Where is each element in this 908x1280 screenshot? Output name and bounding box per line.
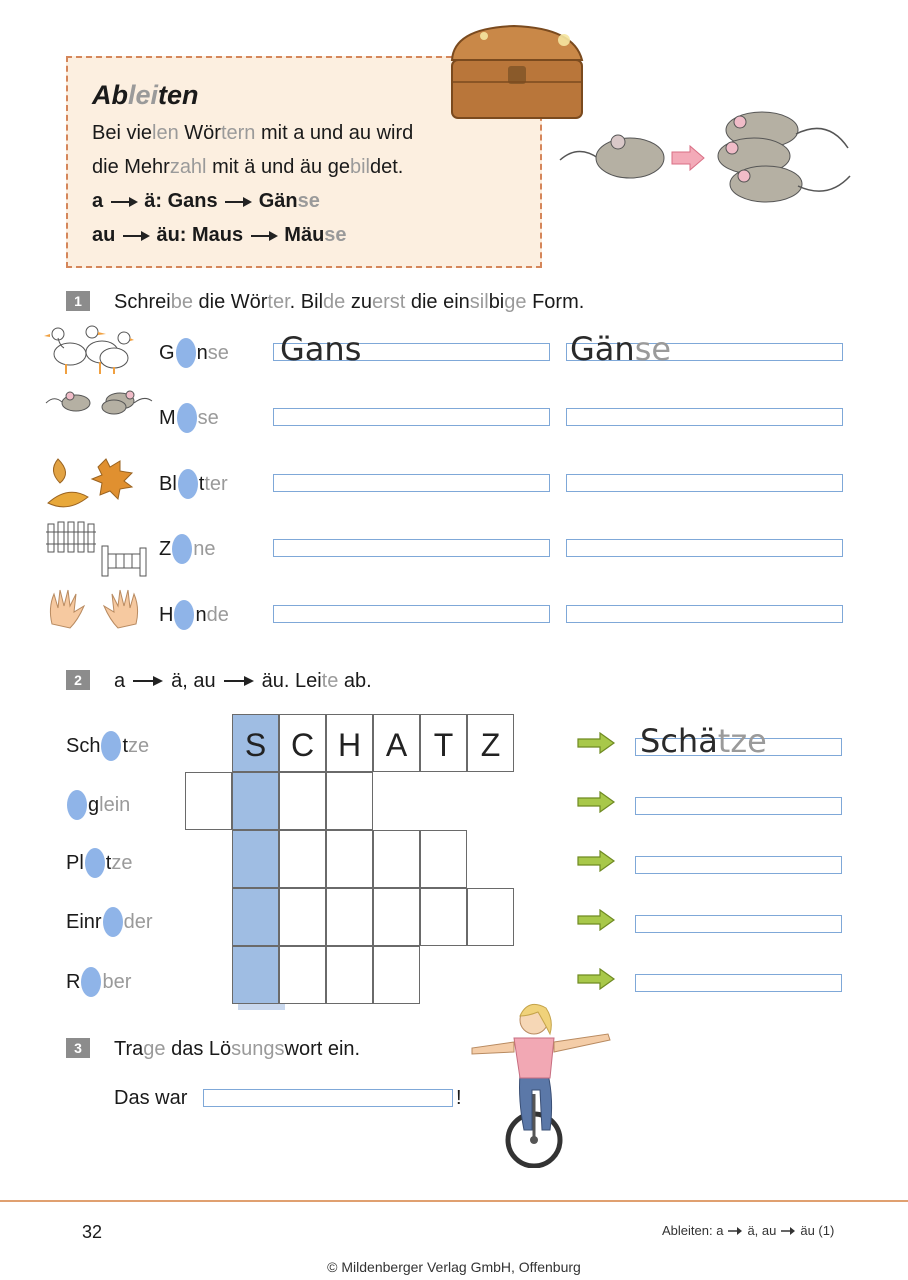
plural-answer-suffix: se (634, 330, 672, 368)
arrow-right-icon (131, 670, 165, 693)
word-suffix-1: n (195, 603, 207, 626)
crossword-cell[interactable] (373, 714, 420, 772)
word-prefix: Sch (66, 734, 101, 757)
vowel-gap[interactable] (101, 731, 121, 761)
arrow-right-icon (249, 230, 279, 242)
exercise-2-instruction-part: äu. Lei (261, 670, 322, 692)
rule-title-part: lei (128, 80, 159, 110)
word-suffix-2: ze (111, 851, 133, 874)
word-prefix: G (159, 341, 175, 364)
leaves-icon (44, 453, 136, 520)
vowel-gap[interactable] (81, 967, 101, 997)
word-prefix: Pl (66, 851, 84, 874)
crossword-letter: A (385, 727, 408, 763)
answer-write-line[interactable] (635, 797, 842, 815)
exercise-1-instruction (114, 291, 584, 314)
word-prefix: R (66, 970, 81, 993)
rule-line-1-part: Wör (178, 122, 221, 144)
singular-write-line[interactable] (273, 474, 550, 492)
arrow-right-icon (223, 196, 253, 208)
vowel-gap[interactable] (172, 534, 192, 564)
fence-icon (44, 518, 154, 585)
treasure-chest-icon (444, 22, 594, 122)
exercise-1-instruction-part: die Wör (192, 291, 268, 313)
crossword-cell[interactable] (326, 888, 373, 946)
green-arrow-icon (576, 791, 616, 818)
rule-line-1-part: mit a und au wird (255, 122, 414, 144)
rule-gaense-suffix: se (297, 190, 320, 212)
solution-word-field[interactable] (203, 1089, 453, 1107)
rule-title-part: Ab (92, 80, 128, 110)
answer-stem: Schä (640, 722, 718, 760)
crossword-cell[interactable] (420, 714, 467, 772)
arrow-right-icon (121, 230, 151, 242)
word-prefix: Einr (66, 910, 102, 933)
crossword-cell[interactable] (373, 946, 420, 1004)
vowel-gap[interactable] (178, 469, 198, 499)
crossword-cell[interactable] (373, 830, 420, 888)
rule-title-part: ten (158, 80, 199, 110)
mice-icon (44, 387, 154, 422)
crossword-cell[interactable] (373, 888, 420, 946)
exercise-3-instruction-part: ge (143, 1038, 166, 1060)
crossword-cell[interactable] (279, 772, 326, 830)
exercise-3-instruction-part: Tra (114, 1038, 144, 1060)
exercise-2-word (66, 847, 132, 879)
crossword-cell[interactable] (279, 714, 326, 772)
rule-line-2-part: die Mehr (92, 156, 170, 178)
word-prefix: Z (159, 537, 172, 560)
vowel-gap[interactable] (177, 403, 197, 433)
crossword-cell[interactable] (326, 772, 373, 830)
singular-write-line[interactable] (273, 539, 550, 557)
exercise-3-instruction-part: sungs (231, 1038, 285, 1060)
exercise-1-instruction-part: erst (371, 291, 406, 313)
vowel-gap[interactable] (67, 790, 87, 820)
page-number: 32 (82, 1222, 103, 1242)
rule-au: au (92, 224, 116, 246)
rule-line-2 (92, 156, 403, 179)
crossword-letter: H (337, 727, 362, 763)
crossword-letter: Z (480, 727, 501, 763)
rule-line-2-part: zahl (169, 156, 207, 178)
topic-part-1: Ableiten: a (662, 1223, 724, 1238)
arrow-right-icon (222, 670, 256, 693)
word-suffix-1: t (105, 851, 112, 874)
crossword-cell[interactable] (279, 946, 326, 1004)
plural-write-line[interactable] (566, 408, 843, 426)
word-suffix-1: g (88, 793, 100, 816)
exercise-2-instruction-part: te (321, 670, 339, 692)
rule-line-4 (92, 224, 347, 247)
word-prefix: M (159, 406, 176, 429)
exercise-1-word (159, 469, 228, 499)
answer-suffix: tze (717, 722, 767, 760)
exercise-1-instruction-part: bi (488, 291, 505, 313)
singular-write-line[interactable] (273, 408, 550, 426)
hands-icon (44, 584, 144, 637)
exercise-1-instruction-part: de (323, 291, 346, 313)
crossword-cell[interactable] (467, 714, 514, 772)
answer-write-line[interactable] (635, 915, 842, 933)
exercise-1-instruction-part: Schrei (114, 291, 171, 313)
word-suffix-2: ber (102, 970, 132, 993)
page-topic (662, 1223, 834, 1238)
exercise-2-word (66, 730, 149, 762)
footer-divider (0, 1200, 908, 1202)
crossword-cell[interactable] (279, 888, 326, 946)
word-suffix-2: se (197, 406, 219, 429)
exercise-2-instruction-part: a (114, 670, 126, 692)
exercise-1-word (159, 600, 229, 630)
crossword-cell[interactable] (232, 830, 279, 888)
exercise-3-instruction-part: das Lö (165, 1038, 232, 1060)
exercise-3-instruction-part: wort ein. (284, 1038, 361, 1060)
rule-aeu-maus: äu: Maus (156, 224, 244, 246)
crossword-cell[interactable] (420, 888, 467, 946)
rule-title (92, 80, 199, 111)
crossword-letter: S (244, 727, 267, 763)
rule-line-2-part: mit ä und äu ge (206, 156, 350, 178)
plural-write-line[interactable] (566, 474, 843, 492)
word-prefix: H (159, 603, 174, 626)
rule-maeuse-stem: Mäu (284, 224, 325, 246)
word-suffix-1: t (122, 734, 129, 757)
crossword-letter: C (290, 727, 315, 763)
exercise-1-instruction-part: ter (267, 291, 290, 313)
crossword-cell[interactable] (232, 772, 279, 830)
arrow-right-icon (109, 196, 139, 208)
exercise-2-instruction-part: ab. (338, 670, 372, 692)
rule-line-2-part: det. (369, 156, 404, 178)
word-suffix-2: ter (204, 472, 228, 495)
answer-write-line[interactable] (635, 856, 842, 874)
topic-part-3: äu (1) (800, 1223, 835, 1238)
singular-answer: Gans (280, 330, 362, 368)
green-arrow-icon (576, 850, 616, 877)
copyright: © Mildenberger Verlag GmbH, Offenburg (327, 1259, 581, 1275)
exercise-2-number: 2 (66, 670, 90, 690)
crossword-cell[interactable] (185, 772, 232, 830)
vowel-gap[interactable] (103, 907, 123, 937)
exercise-1-instruction-part: . Bil (289, 291, 324, 313)
exercise-1-word (159, 403, 219, 433)
exercise-1-word (159, 338, 229, 368)
answer-write-line[interactable] (635, 974, 842, 992)
exercise-3-instruction (114, 1038, 360, 1061)
plural-answer-stem: Gän (570, 330, 635, 368)
exercise-2-instruction-part: ä, au (171, 670, 216, 692)
solution-sentence-start: Das war (114, 1087, 188, 1109)
exercise-1-instruction-part: Form. (526, 291, 585, 313)
exercise-3-number: 3 (66, 1038, 90, 1058)
crossword-cell[interactable] (232, 888, 279, 946)
crossword-letter: T (433, 727, 454, 763)
vowel-gap[interactable] (176, 338, 196, 368)
word-prefix: Bl (159, 472, 177, 495)
word-suffix-1: t (198, 472, 205, 495)
word-suffix-2: se (207, 341, 229, 364)
arrow-right-icon (780, 1226, 796, 1236)
solution-sentence-end: ! (456, 1087, 462, 1109)
crossword-cell[interactable] (420, 830, 467, 888)
exercise-1-instruction-part: sil (469, 291, 489, 313)
rule-line-1-part: Bei vie (92, 122, 153, 144)
crossword-cell[interactable] (279, 830, 326, 888)
arrow-right-icon (727, 1226, 743, 1236)
plural-answer (570, 330, 671, 368)
unicycle-girl-icon (468, 990, 618, 1168)
exercise-1-instruction-part: be (170, 291, 193, 313)
exercise-1-instruction-part: zu (345, 291, 372, 313)
word-suffix-1: n (196, 341, 208, 364)
exercise-2-word (66, 789, 130, 821)
rule-a-umlaut-gans: ä: Gans (144, 190, 218, 212)
plural-write-line[interactable] (566, 539, 843, 557)
crossword-cell[interactable] (232, 714, 279, 772)
rule-maeuse-suffix: se (324, 224, 347, 246)
rule-line-3 (92, 190, 320, 213)
crossword-cell[interactable] (326, 946, 373, 1004)
crossword-cell[interactable] (326, 830, 373, 888)
answer-text (640, 722, 767, 760)
rule-line-1-part: len (152, 122, 179, 144)
exercise-2-instruction (114, 670, 372, 693)
rule-a: a (92, 190, 104, 212)
exercise-1-number: 1 (66, 291, 90, 311)
exercise-2-word (66, 906, 152, 938)
exercise-2-word (66, 966, 131, 998)
rule-gaense-stem: Gän (258, 190, 298, 212)
exercise-1-instruction-part: ge (504, 291, 527, 313)
word-suffix-2: ne (193, 537, 216, 560)
crossword-cell[interactable] (232, 946, 279, 1004)
rule-line-2-part: bil (349, 156, 370, 178)
word-suffix-2: lein (99, 793, 131, 816)
exercise-1-instruction-part: die ein (405, 291, 470, 313)
geese-icon (44, 322, 134, 383)
exercise-1-word (159, 534, 215, 564)
rule-line-1 (92, 122, 413, 145)
word-suffix-2: de (206, 603, 229, 626)
rule-line-1-part: tern (220, 122, 256, 144)
word-suffix-2: der (123, 910, 153, 933)
singular-write-line[interactable] (273, 605, 550, 623)
crossword-cell[interactable] (467, 888, 514, 946)
mice-plural-icon (558, 108, 858, 213)
vowel-gap[interactable] (174, 600, 194, 630)
topic-part-2: ä, au (747, 1223, 777, 1238)
word-suffix-2: ze (128, 734, 150, 757)
green-arrow-icon (576, 732, 616, 759)
vowel-gap[interactable] (85, 848, 105, 878)
plural-write-line[interactable] (566, 605, 843, 623)
green-arrow-icon (576, 909, 616, 936)
crossword-cell[interactable] (326, 714, 373, 772)
